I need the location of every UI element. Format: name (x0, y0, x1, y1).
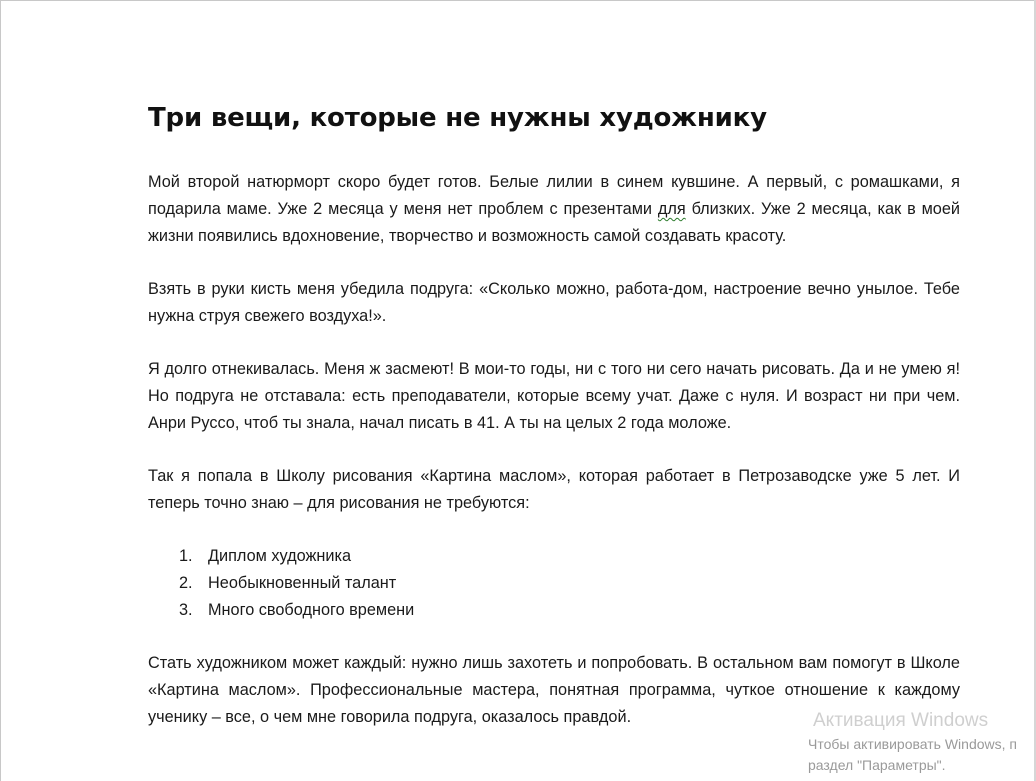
paragraph-5: Стать художником может каждый: нужно лишь захотеть и попробовать. В остальном вам помогут в Школе «Картина маслом». Профессиональные мастера, понятная программа, чуткое отношение к каждому ученику – все, о чем мне говорила подруга, оказалось правдой. (148, 654, 960, 726)
list-item (179, 543, 960, 570)
spellcheck-flagged-word[interactable]: для (657, 200, 686, 218)
document-title: Три вещи, которые не нужны художнику (148, 103, 767, 133)
page-edge-top (0, 0, 1036, 1)
paragraph-1-text-end: близких. Уже 2 месяца, как в моей жизни появились вдохновение, творчество и возможность самой создавать красоту. (148, 200, 960, 245)
paragraph-2: Взять в руки кисть меня убедила подруга: «Сколько можно, работа-дом, настроение вечно унылое. Тебе нужна струя свежего воздуха!». (148, 280, 960, 325)
paragraph-3: Я долго отнекивалась. Меня ж засмеют! В мои-то годы, ни с того ни сего начать рисовать. Да и не умею я! Но подруга не отставала: есть преподаватели, которые всему учат. Даже с нуля. И возраст ни при чем. Анри Руссо, чтоб ты знала, начал писать в 41. А ты на целых 2 года моложе. (148, 360, 960, 432)
list-item (179, 570, 960, 597)
list-item-number: 3. (179, 601, 193, 619)
document-page-content (148, 100, 960, 757)
paragraph-4: Так я попала в Школу рисования «Картина маслом», которая работает в Петрозаводске уже 5 лет. И теперь точно знаю – для рисования не требуются: (148, 467, 960, 512)
list-item-number: 2. (179, 574, 193, 592)
watermark-title: Активация Windows (813, 710, 989, 731)
paragraph-1 (148, 169, 960, 250)
list-item-text: Диплом художника (208, 547, 352, 565)
list-item (179, 597, 960, 624)
list-item-number: 1. (179, 547, 193, 565)
watermark-line-1: Чтобы активировать Windows, п (808, 736, 1017, 752)
numbered-list (148, 543, 960, 624)
list-item-text: Много свободного времени (208, 601, 415, 619)
watermark-line-2: раздел "Параметры". (808, 757, 946, 773)
list-item-text: Необыкновенный талант (208, 574, 397, 592)
page-edge-left (0, 0, 1, 781)
paragraph-1-text-start: Мой второй натюрморт скоро будет готов. Белые лилии в синем кувшине. А первый, с ромашками, я подарила маме. Уже 2 месяца у меня нет проблем с презентами (148, 173, 960, 218)
